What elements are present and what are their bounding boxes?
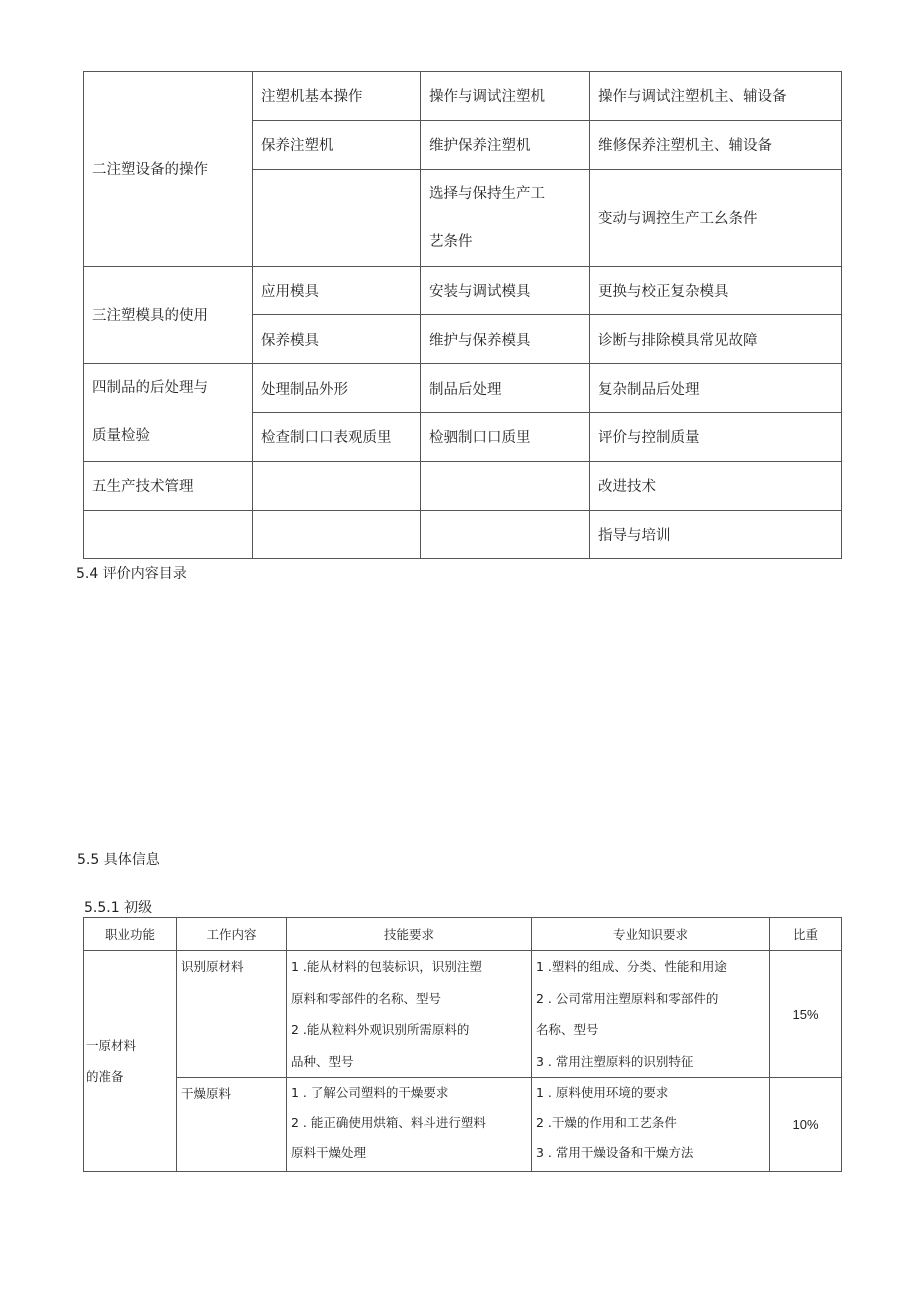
table-cell: 应用模具 — [253, 266, 421, 315]
table-cell: 制品后处理 — [421, 364, 590, 413]
func-cell: 五生产技术管理 — [84, 461, 253, 510]
func-cell: 三注塑模具的使用 — [84, 266, 253, 364]
cell-line: 原料和零部件的名称、型号 — [291, 990, 442, 1006]
table-cell — [253, 169, 421, 266]
column-header: 职业功能 — [84, 918, 177, 951]
table-cell: 处理制品外形 — [253, 364, 421, 413]
column-header: 技能要求 — [287, 918, 532, 951]
skills-table-upper — [83, 71, 842, 559]
table-cell: 操作与调试注塑机 — [421, 72, 590, 121]
table-cell — [421, 461, 590, 510]
section-heading-5-5: 5.5 具体信息 — [77, 852, 160, 868]
table-cell — [253, 510, 421, 559]
cell-line: 原料干燥处理 — [291, 1145, 367, 1160]
table-cell: 指导与培训 — [590, 510, 842, 559]
table-cell — [253, 461, 421, 510]
table-cell: 维修保养注塑机主、辅设备 — [590, 120, 842, 169]
table-cell: 操作与调试注塑机主、辅设备 — [590, 72, 842, 121]
table-cell: 保养注塑机 — [253, 120, 421, 169]
work-content-cell: 干燥原料 — [177, 1078, 287, 1172]
weight-cell: 10% — [770, 1078, 842, 1172]
cell-line: 一原材料 — [86, 1037, 137, 1053]
cell-line: 2 .干燥的作用和工艺条件 — [536, 1115, 677, 1130]
cell-line: 选择与保持生产工 — [429, 185, 545, 202]
cell-line: 2 . 能正确使用烘箱、料斗进行塑料 — [291, 1115, 486, 1130]
knowledge-cell — [532, 1078, 770, 1172]
cell-line: 的准备 — [86, 1069, 124, 1084]
table-cell: 更换与校正复杂模具 — [590, 266, 842, 315]
table-cell: 安装与调试模具 — [421, 266, 590, 315]
table-cell — [421, 169, 590, 266]
table-cell: 变动与调控生产工幺条件 — [590, 169, 842, 266]
cell-line: 2 . 公司常用注塑原料和零部件的 — [536, 990, 719, 1006]
table-cell: 注塑机基本操作 — [253, 72, 421, 121]
table-cell: 检驷制口口质里 — [421, 412, 590, 461]
table-cell: 保养模具 — [253, 315, 421, 364]
cell-line: 四制品的后处理与 — [92, 380, 208, 397]
skills-table-level-1 — [83, 917, 842, 1172]
work-content-cell: 识别原材料 — [177, 951, 287, 1078]
column-header: 工作内容 — [177, 918, 287, 951]
skills-cell — [287, 1078, 532, 1172]
skills-cell — [287, 951, 532, 1078]
cell-line: 1 .能从材料的包装标识，识别注塑 — [291, 959, 482, 974]
table-cell: 诊断与排除模具常见故障 — [590, 315, 842, 364]
table-cell: 维护与保养模具 — [421, 315, 590, 364]
func-cell — [84, 951, 177, 1172]
weight-cell: 15% — [770, 951, 842, 1078]
cell-line: 名称、型号 — [536, 1022, 599, 1037]
cell-line: 质量检验 — [92, 428, 150, 445]
section-heading-5-5-1: 5.5.1 初级 — [84, 900, 153, 916]
column-header: 比重 — [770, 918, 842, 951]
column-header: 专业知识要求 — [532, 918, 770, 951]
cell-line: 1 .塑料的组成、分类、性能和用途 — [536, 959, 727, 974]
table-cell: 复杂制品后处理 — [590, 364, 842, 413]
table-cell — [421, 510, 590, 559]
cell-line: 3 . 常用干燥设备和干燥方法 — [536, 1145, 694, 1160]
cell-line: 1 . 了解公司塑料的干燥要求 — [291, 1085, 449, 1100]
cell-line: 1 . 原料使用环境的要求 — [536, 1085, 669, 1100]
knowledge-cell — [532, 951, 770, 1078]
section-heading-5-4: 5.4 评价内容目录 — [76, 566, 187, 582]
cell-line: 3 . 常用注塑原料的识别特征 — [536, 1053, 694, 1069]
table-cell: 维护保养注塑机 — [421, 120, 590, 169]
table-cell: 评价与控制质量 — [590, 412, 842, 461]
func-cell — [84, 510, 253, 559]
func-cell: 二注塑设备的操作 — [84, 72, 253, 267]
cell-line: 2 .能从粒料外观识别所需原料的 — [291, 1022, 470, 1037]
cell-line: 艺条件 — [429, 233, 473, 250]
table-cell: 检查制口口表观质里 — [253, 412, 421, 461]
func-cell — [84, 364, 253, 462]
cell-line: 品种、型号 — [291, 1053, 354, 1069]
table-cell: 改进技术 — [590, 461, 842, 510]
